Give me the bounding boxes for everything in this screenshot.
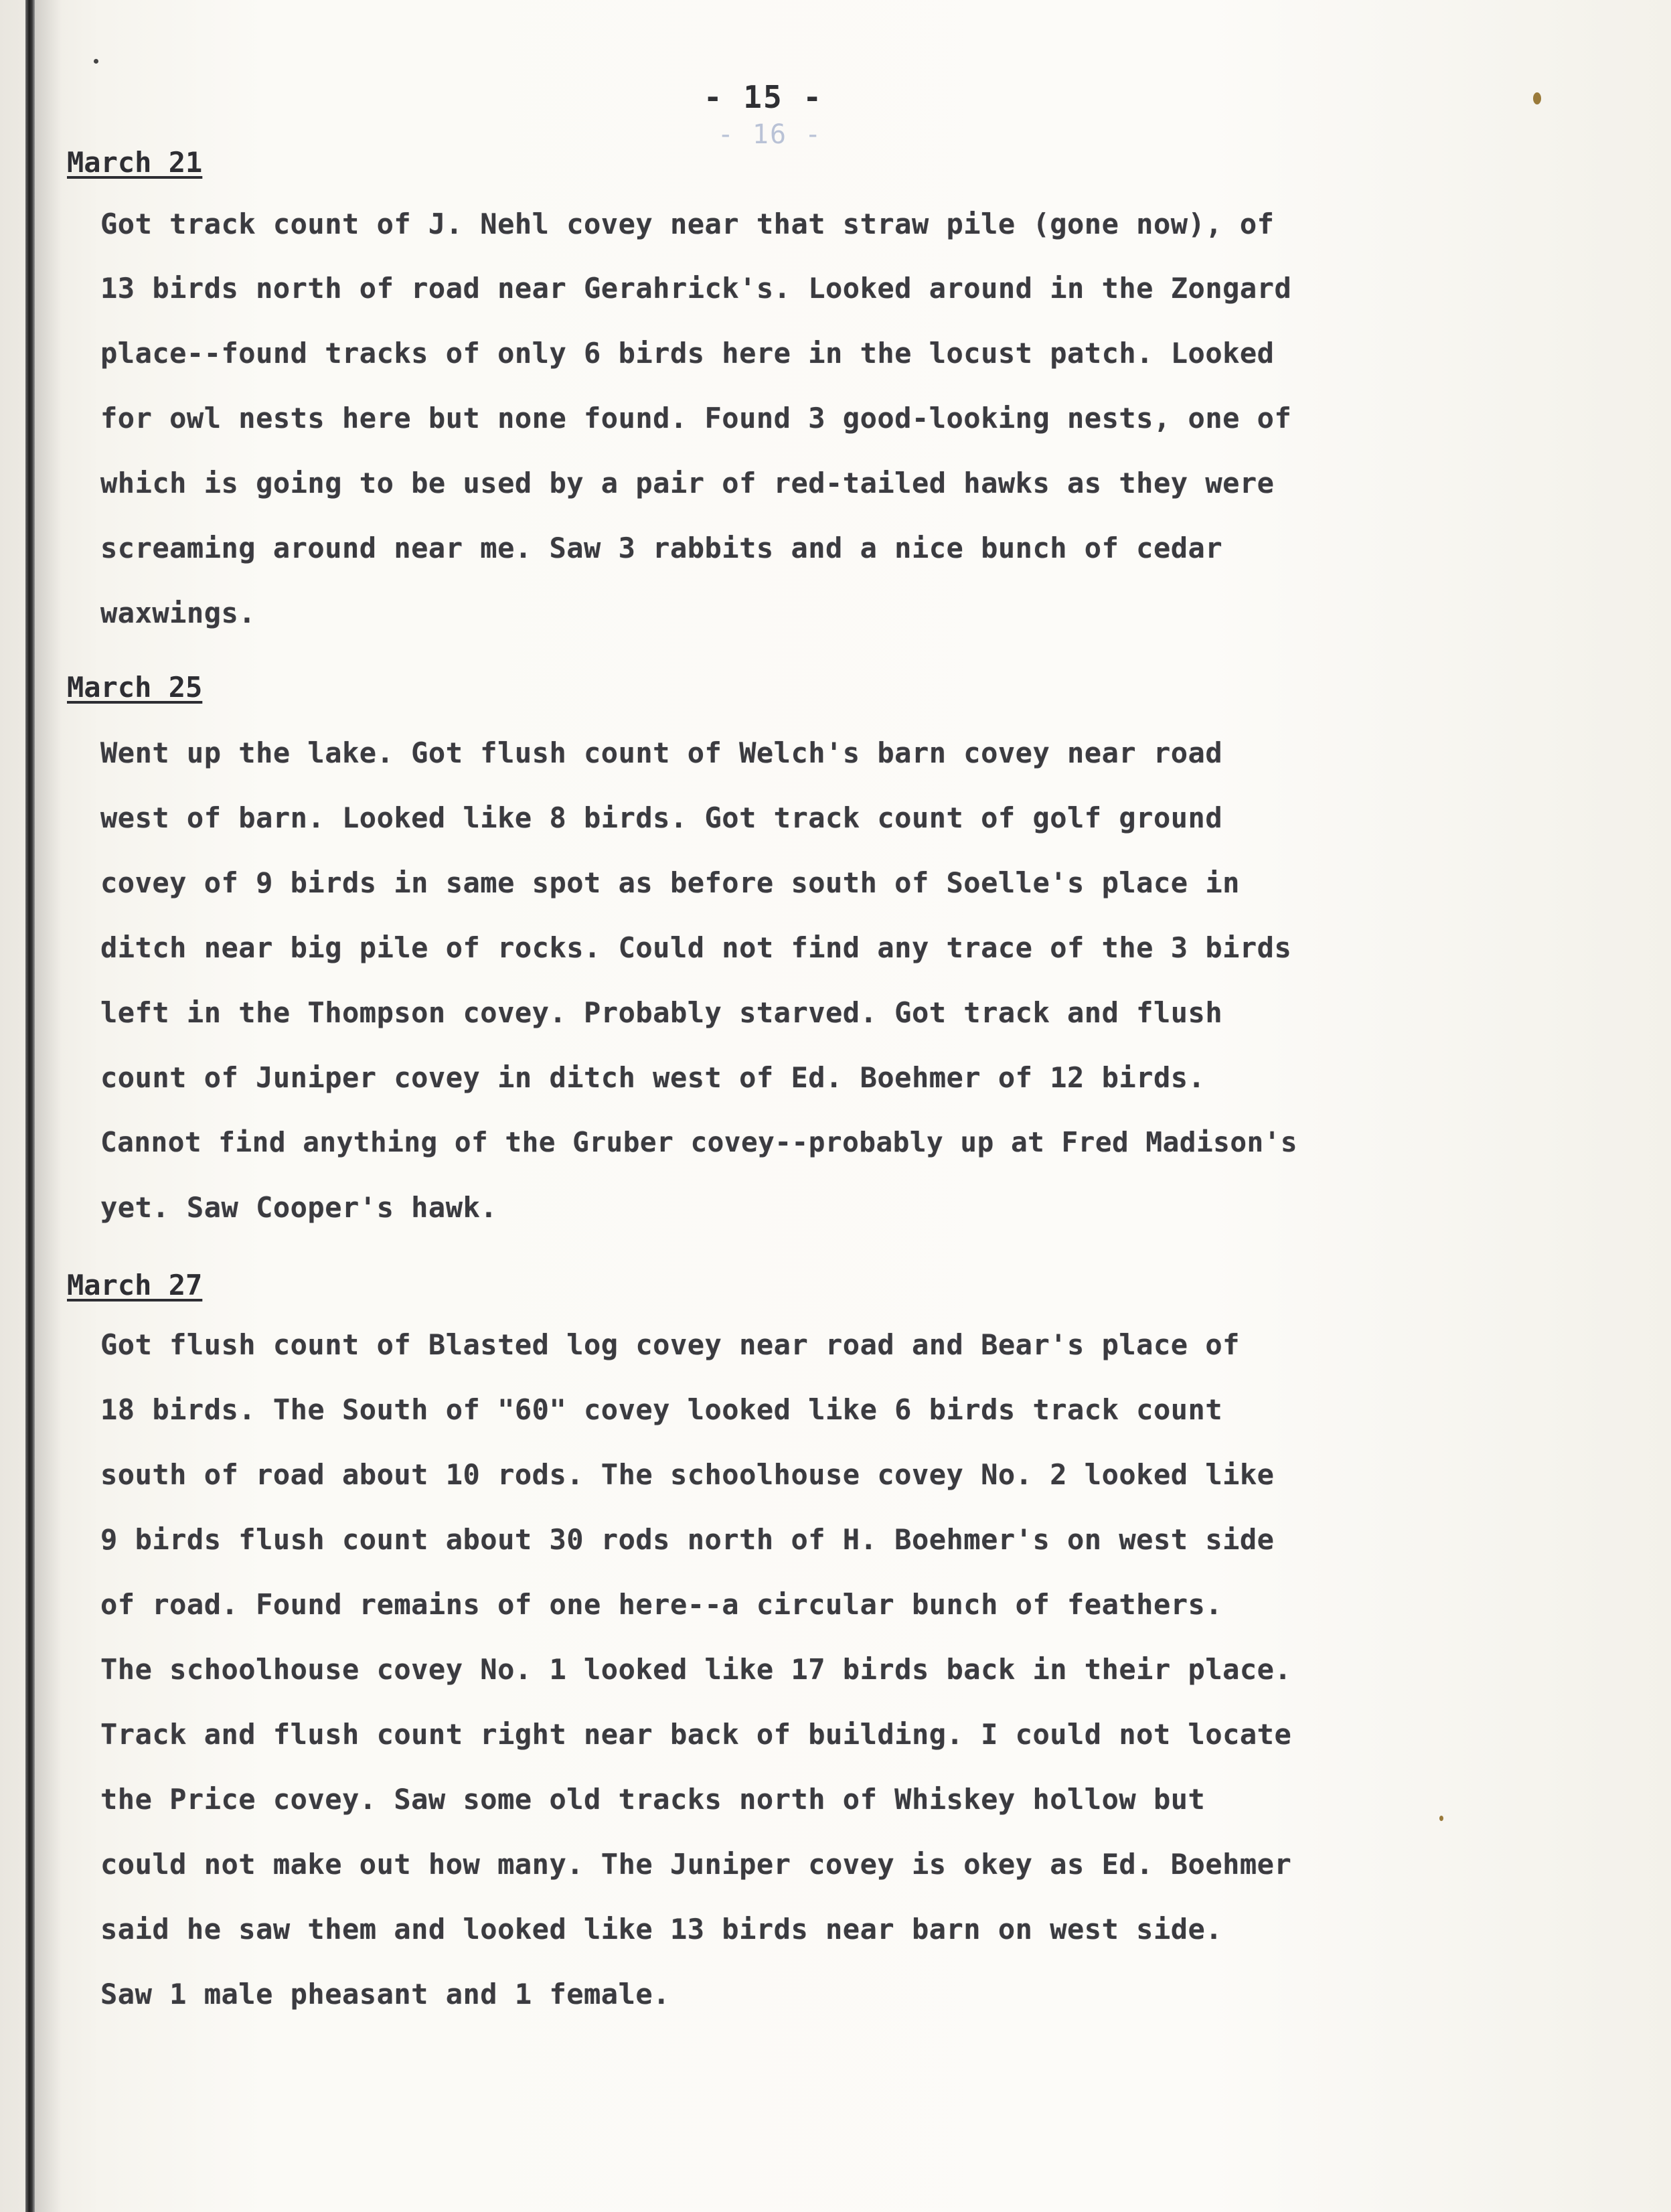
entry-line: waxwings. (100, 597, 256, 629)
entry-date: March 25 (67, 671, 203, 704)
binding-shadow (35, 0, 62, 2212)
entry-line: Saw 1 male pheasant and 1 female. (100, 1978, 670, 2010)
entry-line: of road. Found remains of one here--a circular bunch of feathers. (100, 1588, 1223, 1621)
entry-line: 13 birds north of road near Gerahrick's. Looked around in the Zongard (100, 272, 1292, 305)
paper-speck (1439, 1816, 1443, 1821)
entry-date: March 27 (67, 1269, 203, 1301)
entry-line: The schoolhouse covey No. 1 looked like 17 birds back in their place. (100, 1653, 1292, 1686)
entry-line: ditch near big pile of rocks. Could not find any trace of the 3 birds (100, 931, 1292, 964)
paper-speck (94, 59, 98, 64)
entry-line: Got flush count of Blasted log covey near road and Bear's place of (100, 1328, 1240, 1361)
entry-line: 9 birds flush count about 30 rods north of H. Boehmer's on west side (100, 1523, 1275, 1556)
bleed-through-page-number: - 16 - (717, 119, 823, 150)
binding-edge (25, 0, 35, 2212)
paper-speck (1533, 92, 1541, 104)
entry-line: Track and flush count right near back of building. I could not locate (100, 1718, 1292, 1751)
entry-date: March 21 (67, 146, 203, 179)
entry-line: covey of 9 birds in same spot as before south of Soelle's place in (100, 866, 1240, 899)
entry-line: could not make out how many. The Juniper covey is okey as Ed. Boehmer (100, 1848, 1292, 1881)
entry-line: west of barn. Looked like 8 birds. Got track count of golf ground (100, 801, 1223, 834)
entry-line: which is going to be used by a pair of red-tailed hawks as they were (100, 467, 1275, 499)
entry-line: place--found tracks of only 6 birds here in the locust patch. Looked (100, 337, 1275, 370)
entry-line: left in the Thompson covey. Probably starved. Got track and flush (100, 996, 1223, 1029)
page-number: - 15 - (703, 79, 823, 115)
entry-line: south of road about 10 rods. The schoolhouse covey No. 2 looked like (100, 1458, 1275, 1491)
entry-line: Got track count of J. Nehl covey near that straw pile (gone now), of (100, 208, 1275, 240)
entry-line: for owl nests here but none found. Found 3 good-looking nests, one of (100, 402, 1292, 434)
entry-line: the Price covey. Saw some old tracks north of Whiskey hollow but (100, 1783, 1206, 1816)
entry-line: 18 birds. The South of "60" covey looked like 6 birds track count (100, 1393, 1223, 1426)
entry-line: Went up the lake. Got flush count of Welch's barn covey near road (100, 736, 1223, 769)
entry-line: yet. Saw Cooper's hawk. (100, 1191, 498, 1224)
entry-line: screaming around near me. Saw 3 rabbits and a nice bunch of cedar (100, 532, 1223, 564)
entry-line: said he saw them and looked like 13 birds near barn on west side. (100, 1913, 1223, 1946)
entry-line: count of Juniper covey in ditch west of Ed. Boehmer of 12 birds. (100, 1061, 1206, 1094)
entry-line: Cannot find anything of the Gruber covey--probably up at Fred Madison's (100, 1126, 1298, 1158)
